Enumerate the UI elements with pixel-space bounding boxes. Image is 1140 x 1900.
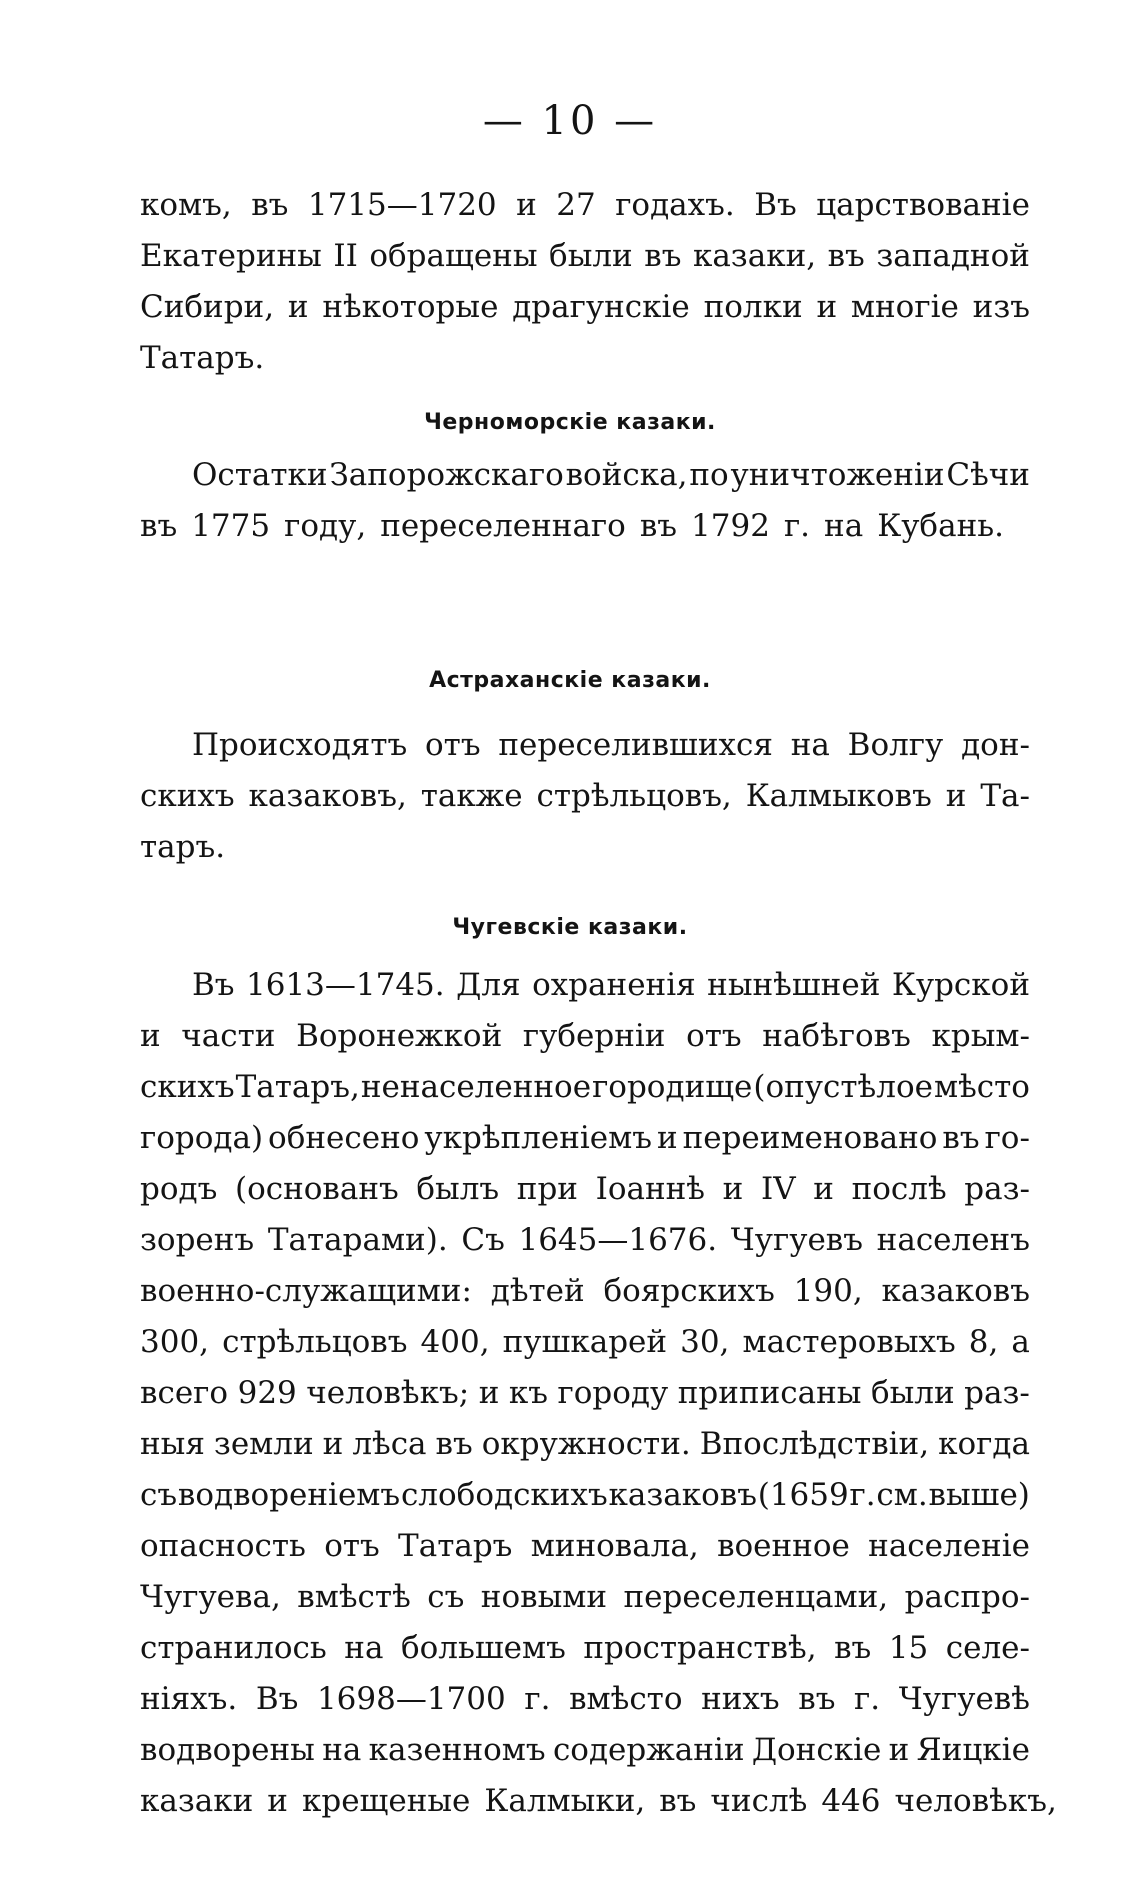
word: былъ: [416, 1171, 500, 1207]
text-line: [140, 501, 1030, 552]
word: 300,: [140, 1324, 210, 1360]
word: въ: [639, 508, 678, 544]
word: были: [870, 1375, 955, 1411]
word: въ: [140, 508, 178, 544]
word: многіе: [850, 289, 959, 325]
word: раз-: [964, 1375, 1030, 1411]
word: переселеннаго: [380, 508, 626, 544]
word: странилось: [140, 1630, 327, 1666]
word: вмѣсто: [569, 1681, 683, 1717]
word: Кубань.: [877, 508, 1004, 544]
word: на: [824, 508, 864, 544]
word: 30,: [680, 1324, 730, 1360]
text-line: [140, 1368, 1030, 1419]
word: и: [816, 289, 838, 325]
word: (основанъ: [234, 1171, 399, 1207]
word: въ: [827, 238, 865, 274]
word: въ: [251, 187, 289, 223]
word: послѣ: [851, 1171, 947, 1207]
word: губерніи: [522, 1018, 666, 1054]
word: и: [945, 778, 967, 814]
word: части: [181, 1018, 276, 1054]
word: казаковъ,: [248, 778, 407, 814]
word: (1659: [757, 1477, 849, 1513]
text-line: [140, 720, 1030, 771]
word: Сѣчи: [946, 457, 1030, 493]
word: Въ: [192, 967, 235, 1003]
word: Чугуева,: [140, 1579, 281, 1615]
word: на: [344, 1630, 384, 1666]
word: 1792: [691, 508, 770, 544]
word: Чугуевѣ: [898, 1681, 1030, 1717]
word: г.: [524, 1681, 551, 1717]
word: населеніе: [868, 1528, 1030, 1564]
word: городище: [592, 1069, 753, 1105]
word: слободскихъ: [400, 1477, 608, 1513]
text-line: [140, 282, 1030, 333]
word: скихъ: [140, 1069, 235, 1105]
text-line: [140, 771, 1030, 822]
text-block: [140, 720, 1030, 873]
text-line: [140, 1419, 1030, 1470]
word: Съ: [461, 1222, 505, 1258]
word: боярскихъ: [603, 1273, 775, 1309]
word: казаковъ: [881, 1273, 1030, 1309]
word: мѣсто: [933, 1069, 1030, 1105]
word: приписаны: [677, 1375, 862, 1411]
word: г.: [854, 1681, 881, 1717]
section-heading: Черноморскіе казаки.: [424, 410, 716, 435]
word: миновала,: [530, 1528, 699, 1564]
word: ныя: [140, 1426, 205, 1462]
word: съ: [427, 1579, 465, 1615]
word: въ: [659, 1783, 697, 1819]
word: Впослѣдствіи,: [699, 1426, 930, 1462]
text-line: [140, 822, 1030, 873]
text-block: [140, 180, 1030, 384]
word: Въ: [255, 1681, 299, 1717]
text-line: [140, 1725, 1030, 1776]
word: Татаръ: [398, 1528, 513, 1564]
word: военно-служащими:: [140, 1273, 472, 1309]
word: переселившихся: [498, 727, 773, 763]
word: при: [516, 1171, 578, 1207]
word: уничтоженіи: [730, 457, 945, 493]
word: 15: [888, 1630, 929, 1666]
word: и: [267, 1783, 288, 1819]
text-line: [140, 450, 1030, 501]
word: и: [656, 1120, 678, 1156]
word: Воронежкой: [296, 1018, 503, 1054]
word: дон-: [961, 727, 1030, 763]
word: набѣговъ: [762, 1018, 911, 1054]
text-line: [140, 1521, 1030, 1572]
word: Калмыки,: [484, 1783, 646, 1819]
word: на: [790, 727, 830, 763]
word: Татаръ,: [235, 1069, 360, 1105]
word: казаковъ: [608, 1477, 757, 1513]
word: году,: [284, 508, 367, 544]
word: отъ: [425, 727, 481, 763]
word: укрѣпленіемъ: [424, 1120, 652, 1156]
word: пространствѣ,: [583, 1630, 817, 1666]
word: содержаніи: [552, 1732, 745, 1768]
word: мастеровыхъ: [742, 1324, 956, 1360]
word: царствованіе: [816, 187, 1030, 223]
word: нихъ: [701, 1681, 780, 1717]
word: выше): [928, 1477, 1030, 1513]
text-line: [140, 1266, 1030, 1317]
text-block: [140, 450, 1030, 552]
word: по: [689, 457, 729, 493]
word: войска,: [565, 457, 688, 493]
word: го-: [984, 1120, 1030, 1156]
text-line: [140, 1062, 1030, 1113]
word: скихъ: [140, 778, 235, 814]
word: 27: [556, 187, 596, 223]
word: казенномъ: [368, 1732, 546, 1768]
word: а: [1011, 1324, 1030, 1360]
section-heading: Чугевскіе казаки.: [452, 915, 688, 940]
word: Татаръ.: [140, 340, 265, 376]
word: Екатерины: [140, 238, 322, 274]
word: и: [322, 1426, 344, 1462]
word: изъ: [972, 289, 1030, 325]
word: Яицкіе: [916, 1732, 1030, 1768]
word: Въ: [754, 187, 797, 223]
word: всего: [140, 1375, 229, 1411]
text-line: [140, 180, 1030, 231]
text-line: [140, 1215, 1030, 1266]
word: отъ: [324, 1528, 380, 1564]
word: военное: [717, 1528, 850, 1564]
word: нынѣшней: [707, 967, 881, 1003]
word: вмѣстѣ: [297, 1579, 411, 1615]
word: числѣ: [710, 1783, 808, 1819]
word: 1698—1700: [316, 1681, 506, 1717]
text-line: [140, 1776, 1057, 1827]
word: г.: [849, 1477, 876, 1513]
word: переселенцами,: [623, 1579, 889, 1615]
word: въ: [942, 1120, 980, 1156]
word: въ: [644, 238, 682, 274]
word: западной: [876, 238, 1030, 274]
word: охраненія: [532, 967, 696, 1003]
text-line: [140, 1623, 1030, 1674]
word: Татарами).: [267, 1222, 448, 1258]
word: Для: [456, 967, 521, 1003]
text-line: [140, 231, 1030, 282]
word: таръ.: [140, 829, 226, 865]
word: (опустѣлое: [753, 1069, 933, 1105]
word: большемъ: [400, 1630, 566, 1666]
word: были: [549, 238, 633, 274]
word: стрѣльцовъ: [222, 1324, 408, 1360]
word: въ: [834, 1630, 872, 1666]
word: 400,: [420, 1324, 490, 1360]
word: 1715—1720: [307, 187, 497, 223]
text-line: [140, 1011, 1030, 1062]
word: Курской: [891, 967, 1030, 1003]
word: Остатки: [192, 457, 328, 493]
text-line: [140, 333, 1030, 384]
word: въ: [798, 1681, 836, 1717]
word: городу: [557, 1375, 669, 1411]
word: и: [888, 1732, 910, 1768]
word: и: [140, 1018, 161, 1054]
word: и: [516, 187, 537, 223]
word: Та-: [980, 778, 1030, 814]
word: Іоаннѣ: [595, 1171, 706, 1207]
word: 1613—1745.: [246, 967, 445, 1003]
text-line: [140, 960, 1030, 1011]
word: человѣкъ;: [306, 1375, 470, 1411]
word: въ: [435, 1426, 473, 1462]
word: дѣтей: [490, 1273, 585, 1309]
word: родъ: [140, 1171, 218, 1207]
word: казаки,: [692, 238, 817, 274]
section-heading: Астраханскіе казаки.: [429, 668, 711, 693]
text-block: [140, 960, 1057, 1827]
text-line: [140, 1674, 1030, 1725]
word: полки: [703, 289, 803, 325]
word: крещеные: [301, 1783, 471, 1819]
word: когда: [938, 1426, 1030, 1462]
word: къ: [508, 1375, 548, 1411]
word: ніяхъ.: [140, 1681, 238, 1717]
word: крым-: [931, 1018, 1030, 1054]
word: раз-: [964, 1171, 1030, 1207]
word: см.: [876, 1477, 928, 1513]
word: 929: [237, 1375, 297, 1411]
word: IV: [760, 1171, 796, 1207]
word: Донскіе: [751, 1732, 882, 1768]
word: 190,: [793, 1273, 863, 1309]
word: и: [813, 1171, 834, 1207]
word: обнесено: [268, 1120, 420, 1156]
word: нѣкоторые: [322, 289, 499, 325]
text-line: [140, 1164, 1030, 1215]
word: Волгу: [847, 727, 944, 763]
word: земли: [213, 1426, 314, 1462]
word: лѣса: [352, 1426, 427, 1462]
text-line: [140, 1317, 1030, 1368]
word: селе-: [945, 1630, 1030, 1666]
word: Чугуевъ: [730, 1222, 863, 1258]
word: Запорожскаго: [329, 457, 564, 493]
word: казаки: [140, 1783, 254, 1819]
word: 1775: [191, 508, 271, 544]
word: на: [322, 1732, 362, 1768]
word: и: [478, 1375, 500, 1411]
word: г.: [783, 508, 811, 544]
word: стрѣльцовъ,: [536, 778, 732, 814]
word: окружности.: [481, 1426, 691, 1462]
text-line: [140, 1572, 1030, 1623]
word: 1645—1676.: [518, 1222, 718, 1258]
word: зоренъ: [140, 1222, 255, 1258]
word: обращены: [369, 238, 538, 274]
word: водвореніемъ: [177, 1477, 401, 1513]
word: II: [333, 238, 358, 274]
word: 446: [821, 1783, 881, 1819]
word: Происходятъ: [192, 727, 408, 763]
word: ненаселенное: [360, 1069, 592, 1105]
word: новыми: [480, 1579, 608, 1615]
word: комъ,: [140, 187, 232, 223]
word: 8,: [968, 1324, 999, 1360]
word: распро-: [904, 1579, 1030, 1615]
word: города): [140, 1120, 264, 1156]
text-line: [140, 1113, 1030, 1164]
word: Калмыковъ: [745, 778, 932, 814]
word: также: [420, 778, 523, 814]
word: и: [722, 1171, 744, 1207]
word: человѣкъ,: [894, 1783, 1057, 1819]
word: отъ: [686, 1018, 742, 1054]
word: опасность: [140, 1528, 306, 1564]
word: переименовано: [682, 1120, 938, 1156]
word: годахъ.: [615, 187, 735, 223]
word: населенъ: [876, 1222, 1030, 1258]
page-number: — 10 —: [482, 98, 658, 144]
text-line: [140, 1470, 1030, 1521]
word: съ: [140, 1477, 178, 1513]
word: Сибири,: [140, 289, 275, 325]
word: и: [287, 289, 309, 325]
word: водворены: [140, 1732, 315, 1768]
word: пушкарей: [502, 1324, 668, 1360]
word: драгунскіе: [512, 289, 690, 325]
